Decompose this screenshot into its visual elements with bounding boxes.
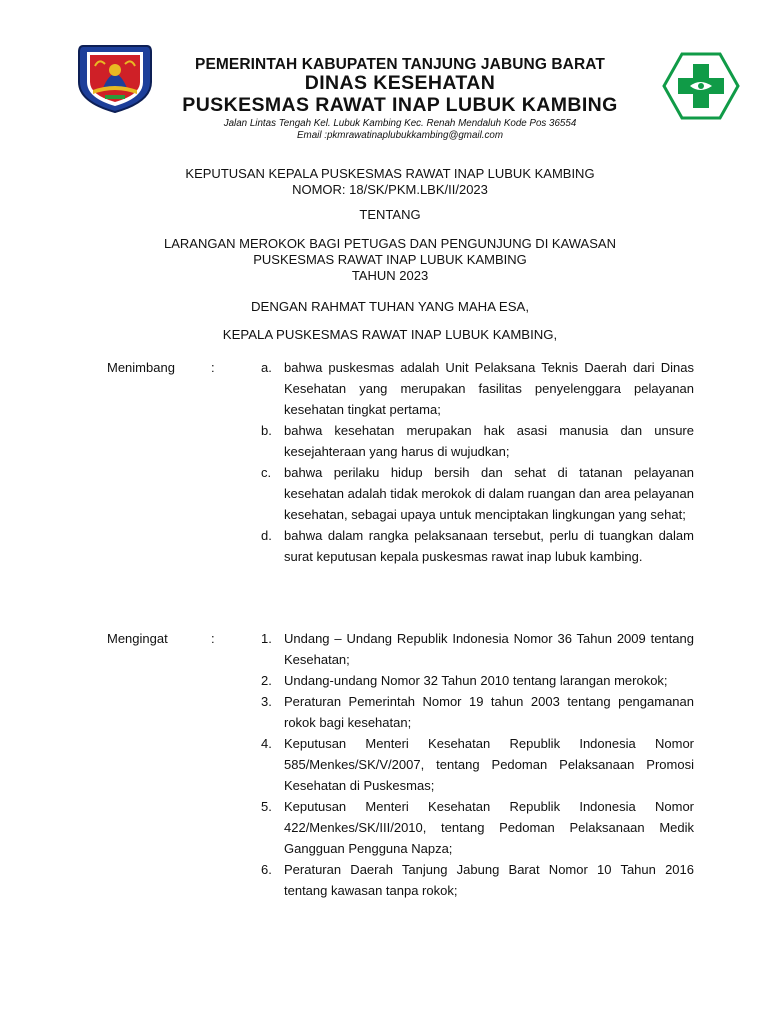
decree-subject <box>100 236 680 284</box>
item-marker: 3. <box>261 694 272 709</box>
item-marker: 6. <box>261 862 272 877</box>
list-item <box>258 859 694 901</box>
puskesmas-cross-icon <box>662 52 740 120</box>
list-item <box>258 628 694 670</box>
item-text: Peraturan Pemerintah Nomor 19 tahun 2003 tentang pengamanan rokok bagi kesehatan; <box>284 694 694 730</box>
section-label: Mengingat <box>107 631 168 646</box>
item-marker: a. <box>261 360 272 375</box>
item-text: Peraturan Daerah Tanjung Jabung Barat Nomor 10 Tahun 2016 tentang kawasan tanpa rokok; <box>284 862 694 898</box>
decree-number: NOMOR: 18/SK/PKM.LBK/II/2023 <box>292 182 488 197</box>
list-item <box>258 462 694 525</box>
item-text: Undang – Undang Republik Indonesia Nomor 36 Tahun 2009 tentang Kesehatan; <box>284 631 694 667</box>
subject-line-3: TAHUN 2023 <box>351 268 429 283</box>
decree-title: KEPUTUSAN KEPALA PUSKESMAS RAWAT INAP LUBUK KAMBING <box>185 166 595 181</box>
item-text: bahwa perilaku hidup bersih dan sehat di tatanan pelayanan kesehatan adalah tidak merokok di dalam ruangan dan area pelayanan kesehatan, sebagai upaya untuk menciptakan lingkungan yang sehat; <box>284 465 694 522</box>
item-text: bahwa dalam rangka pelaksanaan tersebut, perlu di tuangkan dalam surat keputusan kepala puskesmas rawat inap lubuk kambing. <box>284 528 694 564</box>
list-item <box>258 525 694 567</box>
item-marker: b. <box>261 423 272 438</box>
item-marker: c. <box>261 465 272 480</box>
item-marker: 4. <box>261 736 272 751</box>
section-label: Menimbang <box>107 360 175 375</box>
item-text: Keputusan Menteri Kesehatan Republik Indonesia Nomor 422/Menkes/SK/III/2010, tentang Pedoman Pelaksanaan Medik Gangguan Pengguna Napza; <box>284 799 694 856</box>
blessing-line: DENGAN RAHMAT TUHAN YANG MAHA ESA, <box>251 299 529 314</box>
item-text: bahwa kesehatan merupakan hak asasi manusia dan unsure kesejahteraan yang harus di wujudkan; <box>284 423 694 459</box>
section-colon: : <box>211 631 215 646</box>
list-item <box>258 670 694 691</box>
agency-name: DINAS KESEHATAN <box>304 72 496 94</box>
mengingat-list <box>258 628 694 901</box>
government-name: PEMERINTAH KABUPATEN TANJUNG JABUNG BARAT <box>195 56 605 73</box>
item-marker: 5. <box>261 799 272 814</box>
subject-line-1: LARANGAN MEROKOK BAGI PETUGAS DAN PENGUNJUNG DI KAWASAN <box>164 236 616 251</box>
institution-name: PUSKESMAS RAWAT INAP LUBUK KAMBING <box>182 94 618 116</box>
item-marker: d. <box>261 528 272 543</box>
list-item <box>258 733 694 796</box>
item-text: Keputusan Menteri Kesehatan Republik Indonesia Nomor 585/Menkes/SK/V/2007, tentang Pedoman Pelaksanaan Promosi Kesehatan di Puskesmas; <box>284 736 694 793</box>
email-line: Email :pkmrawatinaplubukkambing@gmail.com <box>297 130 503 141</box>
list-item <box>258 357 694 420</box>
menimbang-list <box>258 357 694 567</box>
decree-heading <box>100 166 680 198</box>
list-item <box>258 420 694 462</box>
item-text: bahwa puskesmas adalah Unit Pelaksana Teknis Daerah dari Dinas Kesehatan yang merupakan fasilitas penyelenggara pelayanan kesehatan tingkat pertama; <box>284 360 694 417</box>
list-item <box>258 691 694 733</box>
authority-line: KEPALA PUSKESMAS RAWAT INAP LUBUK KAMBING, <box>222 327 558 342</box>
address-line: Jalan Lintas Tengah Kel. Lubuk Kambing Kec. Renah Mendaluh Kode Pos 36554 <box>223 118 577 129</box>
item-marker: 2. <box>261 673 272 688</box>
item-text: Undang-undang Nomor 32 Tahun 2010 tentang larangan merokok; <box>284 673 668 688</box>
section-colon: : <box>211 360 215 375</box>
list-item <box>258 796 694 859</box>
item-marker: 1. <box>261 631 272 646</box>
about-label: TENTANG <box>359 207 421 222</box>
letterhead <box>150 56 650 141</box>
subject-line-2: PUSKESMAS RAWAT INAP LUBUK KAMBING <box>253 252 527 267</box>
